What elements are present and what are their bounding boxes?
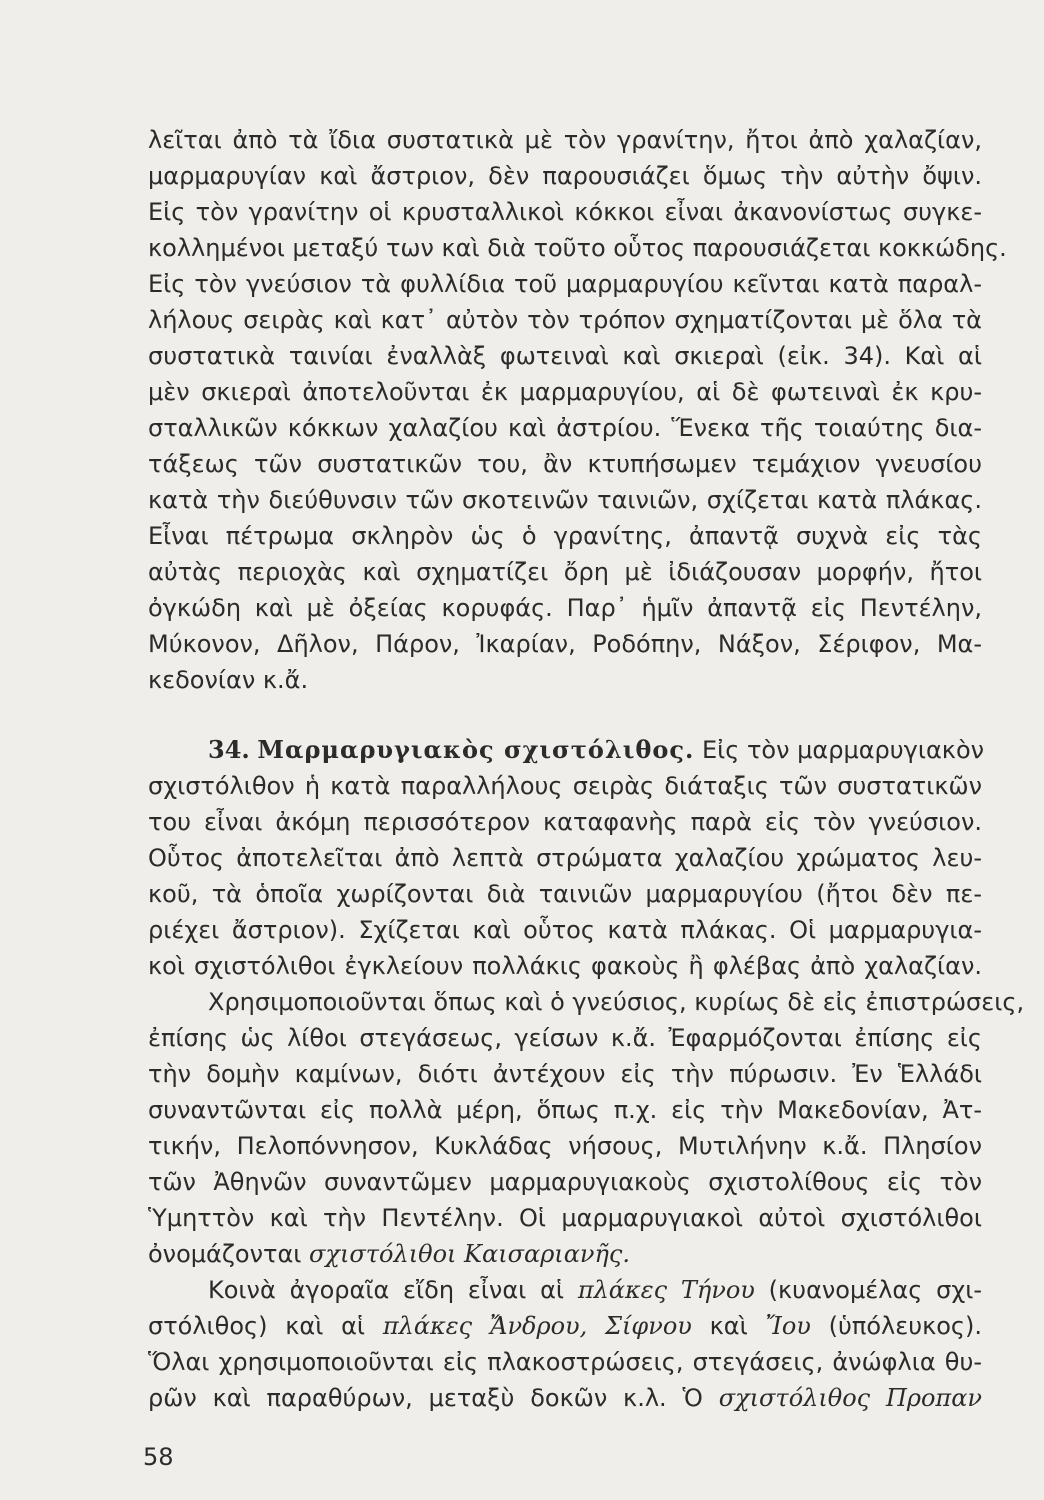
text-line: τὴν δομὴν καμίνων, διότι ἀντέχουν εἰς τὴν πύρωσιν. Ἐν Ἑλλάδι bbox=[148, 1060, 982, 1088]
text-fragment: ὀνομάζονται bbox=[148, 1240, 302, 1268]
text-line: σταλλικῶν κόκκων χαλαζίου καὶ ἀστρίου. Ἕνεκα τῆς τοιαύτης δια- bbox=[148, 414, 982, 442]
text-line: Εἰς τὸν γνεύσιον τὰ φυλλίδια τοῦ μαρμαρυγίου κεῖνται κατὰ παραλ- bbox=[148, 270, 982, 298]
page-number: 58 bbox=[143, 1443, 174, 1471]
section-heading-line bbox=[148, 735, 985, 765]
italic-term: σχιστόλιθος Προπαν bbox=[718, 1384, 983, 1412]
text-line: λεῖται ἀπὸ τὰ ἴδια συστατικὰ μὲ τὸν γρανίτην, ἤτοι ἀπὸ χαλαζίαν, bbox=[148, 126, 982, 154]
italic-term: πλάκες Ἄνδρου, Σίφνου bbox=[382, 1312, 692, 1340]
text-line: κεδονίαν κ.ἄ. bbox=[148, 666, 309, 694]
text-line: ριέχει ἄστριον). Σχίζεται καὶ οὗτος κατὰ πλάκας. Οἱ μαρμαρυγια- bbox=[148, 916, 982, 944]
text-line bbox=[148, 1383, 982, 1413]
text-line: Μύκονον, Δῆλον, Πάρον, Ἰκαρίαν, Ροδόπην, Νάξον, Σέριφον, Μα- bbox=[148, 630, 982, 658]
text-line: Οὗτος ἀποτελεῖται ἀπὸ λεπτὰ στρώματα χαλαζίου χρώματος λευ- bbox=[148, 844, 982, 872]
text-line: Ὑμηττὸν καὶ τὴν Πεντέλην. Οἱ μαρμαρυγιακοὶ αὐτοὶ σχιστόλιθοι bbox=[148, 1204, 982, 1232]
text-fragment: στόλιθος) καὶ αἱ bbox=[148, 1312, 366, 1340]
text-fragment: Κοινὰ ἀγοραῖα εἴδη εἶναι αἱ bbox=[208, 1276, 565, 1304]
text-line: ὀγκώδη καὶ μὲ ὀξείας κορυφάς. Παρ᾽ ἡμῖν ἀπαντᾷ εἰς Πεντέλην, bbox=[148, 594, 982, 622]
text-line: συναντῶνται εἰς πολλὰ μέρη, ὅπως π.χ. εἰς τὴν Μακεδονίαν, Ἀτ- bbox=[148, 1096, 982, 1124]
text-line: τάξεως τῶν συστατικῶν του, ἂν κτυπήσωμεν τεμάχιον γνευσίου bbox=[148, 450, 982, 478]
italic-term: σχιστόλιθοι Καισαριανῆς. bbox=[309, 1240, 630, 1268]
text-line: κατὰ τὴν διεύθυνσιν τῶν σκοτεινῶν ταινιῶν, σχίζεται κατὰ πλάκας. bbox=[148, 486, 982, 514]
text-line: συστατικὰ ταινίαι ἐναλλὰξ φωτειναὶ καὶ σκιεραὶ (εἰκ. 34). Καὶ αἱ bbox=[148, 342, 982, 370]
text-line bbox=[148, 1275, 982, 1305]
italic-term: πλάκες Τήνου bbox=[577, 1276, 755, 1304]
section-title: Μαρμαρυγιακὸς σχιστόλιθος. bbox=[257, 735, 695, 764]
text-line bbox=[148, 1311, 982, 1341]
text-line: τικήν, Πελοπόννησον, Κυκλάδας νήσους, Μυτιλήνην κ.ἄ. Πλησίον bbox=[148, 1132, 982, 1160]
text-line: του εἶναι ἀκόμη περισσότερον καταφανὴς παρὰ εἰς τὸν γνεύσιον. bbox=[148, 808, 982, 836]
text-line: κοῦ, τὰ ὁποῖα χωρίζονται διὰ ταινιῶν μαρμαρυγίου (ἤτοι δὲν πε- bbox=[148, 880, 982, 908]
text-line: αὐτὰς περιοχὰς καὶ σχηματίζει ὄρη μὲ ἰδιάζουσαν μορφήν, ἤτοι bbox=[148, 558, 982, 586]
text-line: Εἶναι πέτρωμα σκληρὸν ὡς ὁ γρανίτης, ἀπαντᾷ συχνὰ εἰς τὰς bbox=[148, 522, 982, 550]
text-fragment: καὶ bbox=[709, 1312, 748, 1340]
text-line bbox=[148, 1239, 982, 1269]
text-line: κολλημένοι μεταξύ των καὶ διὰ τοῦτο οὗτος παρουσιάζεται κοκκώδης. bbox=[148, 234, 1007, 262]
text-line: σχιστόλιθον ἡ κατὰ παραλλήλους σειρὰς διάταξις τῶν συστατικῶν bbox=[148, 772, 982, 800]
text-fragment: ρῶν καὶ παραθύρων, μεταξὺ δοκῶν κ.λ. Ὁ bbox=[148, 1384, 703, 1412]
italic-term: Ἴου bbox=[765, 1312, 811, 1340]
text-line: λήλους σειρὰς καὶ κατ᾽ αὐτὸν τὸν τρόπον σχηματίζονται μὲ ὅλα τὰ bbox=[148, 306, 982, 334]
text-fragment: Εἰς τὸν μαρμαρυγιακὸν bbox=[701, 736, 985, 764]
text-line: μὲν σκιεραὶ ἀποτελοῦνται ἐκ μαρμαρυγίου, αἱ δὲ φωτειναὶ ἐκ κρυ- bbox=[148, 378, 982, 406]
text-fragment: (ὑπόλευκος). bbox=[828, 1312, 982, 1340]
text-line: Χρησιμοποιοῦνται ὅπως καὶ ὁ γνεύσιος, κυρίως δὲ εἰς ἐπιστρώσεις, bbox=[208, 988, 1025, 1016]
text-fragment: (κυανομέλας σχι- bbox=[768, 1276, 982, 1304]
text-line: μαρμαρυγίαν καὶ ἄστριον, δὲν παρουσιάζει ὅμως τὴν αὐτὴν ὄψιν. bbox=[148, 162, 982, 190]
text-line: τῶν Ἀθηνῶν συναντῶμεν μαρμαρυγιακοὺς σχιστολίθους εἰς τὸν bbox=[148, 1168, 982, 1196]
text-line: κοὶ σχιστόλιθοι ἐγκλείουν πολλάκις φακοὺς ἢ φλέβας ἀπὸ χαλαζίαν. bbox=[148, 952, 982, 980]
text-line: Ὅλαι χρησιμοποιοῦνται εἰς πλακοστρώσεις, στεγάσεις, ἀνώφλια θυ- bbox=[148, 1348, 982, 1376]
text-line: Εἰς τὸν γρανίτην οἱ κρυσταλλικοὶ κόκκοι εἶναι ἀκανονίστως συγκε- bbox=[148, 198, 982, 226]
text-line: ἐπίσης ὡς λίθοι στεγάσεως, γείσων κ.ἄ. Ἐφαρμόζονται ἐπίσης εἰς bbox=[148, 1024, 982, 1052]
section-number: 34. bbox=[208, 735, 250, 764]
